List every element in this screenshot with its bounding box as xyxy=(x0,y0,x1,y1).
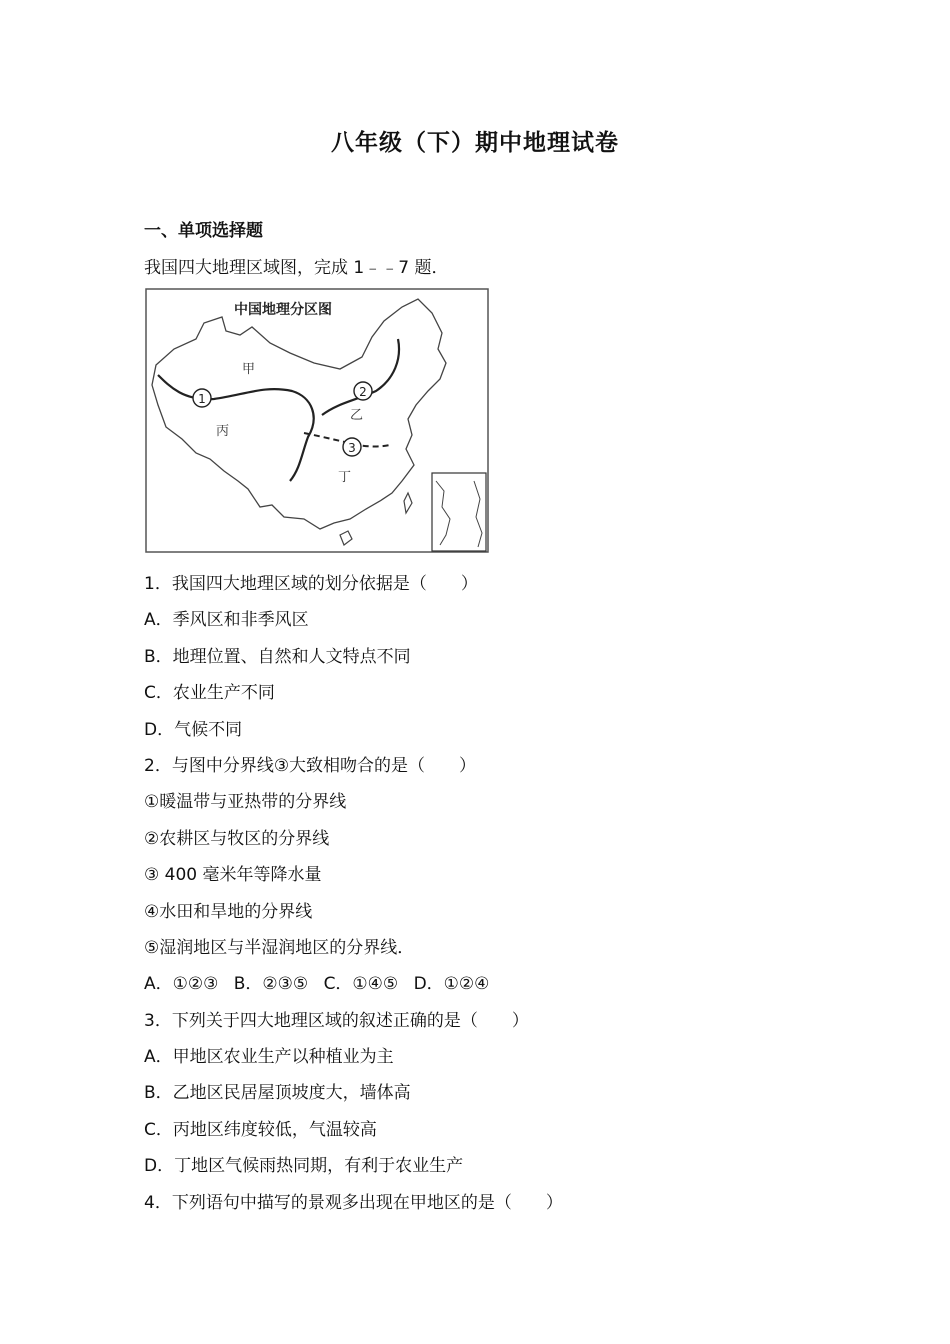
q3-option-d: D．丁地区气候雨热同期，有利于农业生产 xyxy=(144,1156,464,1177)
q1-option-c: C．农业生产不同 xyxy=(144,683,275,704)
intro-text: 我国四大地理区域图，完成 1﹣﹣7 题． xyxy=(144,258,449,278)
q3-option-a: A．甲地区农业生产以种植业为主 xyxy=(144,1047,394,1068)
page-title: 八年级（下）期中地理试卷 xyxy=(331,130,619,156)
q2-options-row xyxy=(144,972,563,1008)
question-list xyxy=(144,572,563,1227)
q2-option-b: B．②③⑤ xyxy=(233,974,309,995)
region-label-yi: 乙 xyxy=(350,408,364,423)
map-heading: 中国地理分区图 xyxy=(234,302,332,318)
svg-text:3: 3 xyxy=(348,441,356,455)
q3-option-c: C．丙地区纬度较低，气温较高 xyxy=(144,1119,377,1140)
marker-2 xyxy=(354,382,372,400)
marker-3 xyxy=(343,438,361,456)
q2-statement-2: ②农耕区与牧区的分界线 xyxy=(144,828,330,849)
q2-statement-4: ④水田和旱地的分界线 xyxy=(144,901,313,922)
question-4-stem: 4．下列语句中描写的景观多出现在甲地区的是（ ） xyxy=(144,1192,563,1213)
question-2-stem: 2．与图中分界线③大致相吻合的是（ ） xyxy=(144,755,477,776)
q3-option-b: B．乙地区民居屋顶坡度大，墙体高 xyxy=(144,1083,411,1104)
svg-text:2: 2 xyxy=(359,385,367,399)
section-heading: 一、单项选择题 xyxy=(144,221,263,241)
q2-option-a: A．①②③ xyxy=(144,974,219,995)
marker-1 xyxy=(193,389,211,407)
china-region-map xyxy=(144,287,490,554)
q2-statement-5: ⑤湿润地区与半湿润地区的分界线． xyxy=(144,937,415,958)
region-label-bing: 丙 xyxy=(216,424,230,439)
region-label-jia: 甲 xyxy=(242,362,256,377)
q2-statement-1: ①暖温带与亚热带的分界线 xyxy=(144,792,347,813)
q2-option-c: C．①④⑤ xyxy=(323,974,399,995)
question-1-stem: 1．我国四大地理区域的划分依据是（ ） xyxy=(144,574,478,594)
svg-text:1: 1 xyxy=(198,392,206,406)
q2-statement-3: ③ 400 毫米年等降水量 xyxy=(144,865,322,886)
south-china-sea-inset xyxy=(432,473,486,551)
q2-option-d: D．①②④ xyxy=(413,974,490,995)
q1-option-d: D．气候不同 xyxy=(144,719,243,740)
region-label-ding: 丁 xyxy=(338,470,352,485)
q1-option-a: A．季风区和非季风区 xyxy=(144,610,309,631)
question-3-stem: 3．下列关于四大地理区域的叙述正确的是（ ） xyxy=(144,1010,529,1031)
q1-option-b: B．地理位置、自然和人文特点不同 xyxy=(144,646,411,667)
